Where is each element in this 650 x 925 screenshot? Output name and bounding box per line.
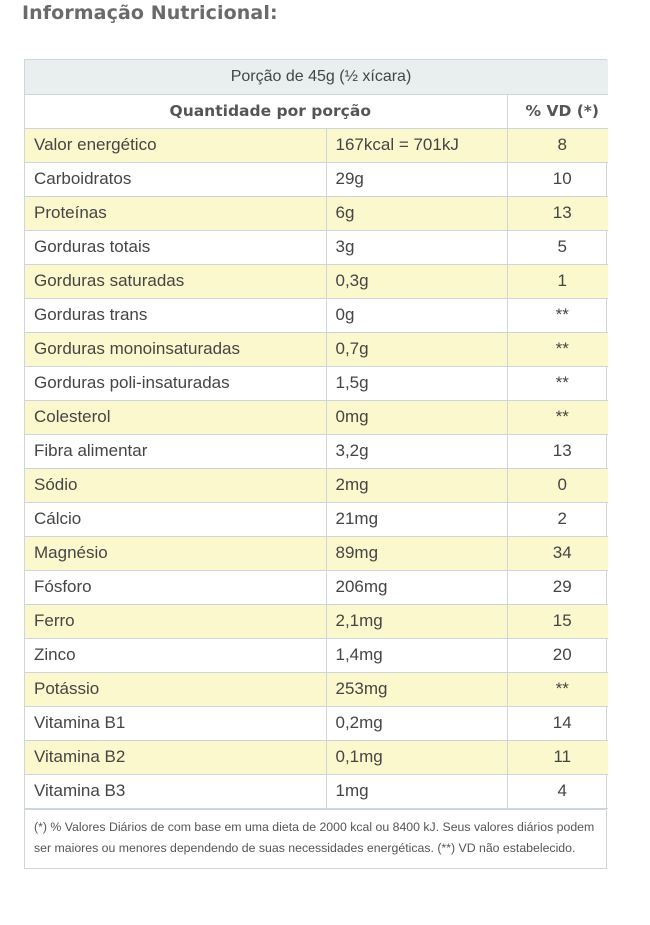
table-row — [25, 672, 608, 706]
nutrient-name: Gorduras trans — [25, 298, 326, 332]
header-quantity: Quantidade por porção — [25, 94, 507, 128]
table-row — [25, 400, 608, 434]
nutrient-amount: 0,3g — [326, 264, 507, 298]
nutrition-facts-panel — [24, 59, 607, 869]
nutrient-amount: 1,5g — [326, 366, 507, 400]
nutrient-vd: ** — [507, 332, 608, 366]
nutrient-vd: ** — [507, 400, 608, 434]
nutrition-table — [25, 60, 608, 809]
nutrient-amount: 29g — [326, 162, 507, 196]
nutrient-name: Fibra alimentar — [25, 434, 326, 468]
table-row — [25, 638, 608, 672]
nutrient-vd: 11 — [507, 740, 608, 774]
table-row — [25, 536, 608, 570]
nutrient-vd: 13 — [507, 434, 608, 468]
table-row — [25, 570, 608, 604]
nutrient-vd: 5 — [507, 230, 608, 264]
table-row — [25, 502, 608, 536]
table-row — [25, 774, 608, 808]
nutrient-vd: ** — [507, 672, 608, 706]
nutrient-vd: 29 — [507, 570, 608, 604]
nutrient-amount: 3,2g — [326, 434, 507, 468]
table-row — [25, 264, 608, 298]
nutrient-amount: 2mg — [326, 468, 507, 502]
nutrient-amount: 1mg — [326, 774, 507, 808]
nutrient-name: Gorduras saturadas — [25, 264, 326, 298]
nutrient-name: Fósforo — [25, 570, 326, 604]
table-row — [25, 468, 608, 502]
nutrient-name: Gorduras monoinsaturadas — [25, 332, 326, 366]
table-row — [25, 230, 608, 264]
table-row — [25, 162, 608, 196]
table-row — [25, 332, 608, 366]
nutrient-name: Carboidratos — [25, 162, 326, 196]
table-row — [25, 128, 608, 162]
nutrient-amount: 0,7g — [326, 332, 507, 366]
table-row — [25, 366, 608, 400]
table-header-row — [25, 94, 608, 128]
nutrient-amount: 2,1mg — [326, 604, 507, 638]
table-row — [25, 298, 608, 332]
table-row — [25, 604, 608, 638]
nutrient-name: Sódio — [25, 468, 326, 502]
nutrient-vd: 8 — [507, 128, 608, 162]
nutrient-amount: 167kcal = 701kJ — [326, 128, 507, 162]
nutrient-name: Ferro — [25, 604, 326, 638]
nutrient-amount: 0,1mg — [326, 740, 507, 774]
nutrient-name: Zinco — [25, 638, 326, 672]
nutrient-vd: 13 — [507, 196, 608, 230]
nutrient-name: Proteínas — [25, 196, 326, 230]
nutrient-name: Vitamina B2 — [25, 740, 326, 774]
nutrient-vd: 14 — [507, 706, 608, 740]
nutrient-amount: 0g — [326, 298, 507, 332]
nutrient-name: Gorduras totais — [25, 230, 326, 264]
nutrient-vd: ** — [507, 298, 608, 332]
table-row — [25, 740, 608, 774]
nutrient-name: Cálcio — [25, 502, 326, 536]
header-vd: % VD (*) — [507, 94, 608, 128]
nutrient-amount: 1,4mg — [326, 638, 507, 672]
nutrient-name: Vitamina B1 — [25, 706, 326, 740]
nutrient-name: Magnésio — [25, 536, 326, 570]
table-row — [25, 434, 608, 468]
nutrient-vd: 10 — [507, 162, 608, 196]
portion-row — [25, 60, 608, 94]
nutrient-name: Gorduras poli-insaturadas — [25, 366, 326, 400]
nutrient-name: Colesterol — [25, 400, 326, 434]
nutrient-vd: 1 — [507, 264, 608, 298]
nutrient-amount: 6g — [326, 196, 507, 230]
nutrient-amount: 0mg — [326, 400, 507, 434]
nutrient-amount: 3g — [326, 230, 507, 264]
nutrient-name: Valor energético — [25, 128, 326, 162]
page-title: Informação Nutricional: — [22, 2, 278, 24]
nutrient-vd: ** — [507, 366, 608, 400]
nutrient-name: Vitamina B3 — [25, 774, 326, 808]
nutrient-amount: 253mg — [326, 672, 507, 706]
nutrient-amount: 89mg — [326, 536, 507, 570]
nutrient-vd: 4 — [507, 774, 608, 808]
nutrient-amount: 21mg — [326, 502, 507, 536]
table-row — [25, 706, 608, 740]
nutrient-amount: 0,2mg — [326, 706, 507, 740]
nutrient-vd: 2 — [507, 502, 608, 536]
portion-size: Porção de 45g (½ xícara) — [25, 60, 608, 94]
nutrient-name: Potássio — [25, 672, 326, 706]
nutrient-amount: 206mg — [326, 570, 507, 604]
nutrient-vd: 20 — [507, 638, 608, 672]
footnote: (*) % Valores Diários de com base em uma dieta de 2000 kcal ou 8400 kJ. Seus valores diários podem ser maiores ou menores dependendo de suas necessidades energéticas. (**) VD não estabelecido. — [25, 809, 606, 868]
nutrient-vd: 0 — [507, 468, 608, 502]
nutrient-vd: 15 — [507, 604, 608, 638]
table-row — [25, 196, 608, 230]
nutrient-vd: 34 — [507, 536, 608, 570]
